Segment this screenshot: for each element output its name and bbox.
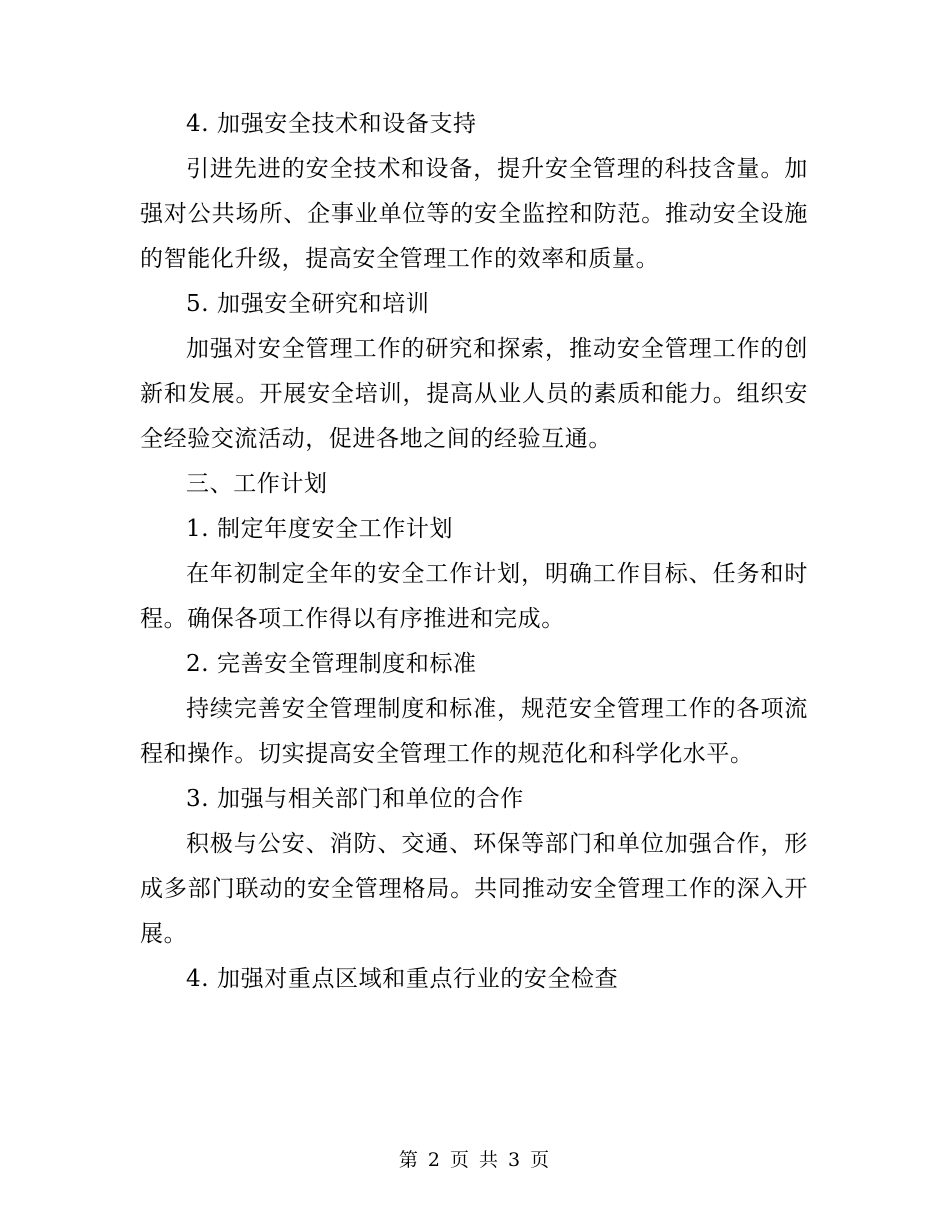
section-heading-cooperation: 3. 加强与相关部门和单位的合作: [186, 786, 524, 812]
chapter-heading-work-plan: 三、工作计划: [186, 471, 328, 497]
page-number-footer: 第 2 页 共 3 页: [398, 1149, 552, 1171]
paragraph-tech-support: 引进先进的安全技术和设备，提升安全管理的科技含量。加强对公共场所、企事业单位等的安全监控和防范。推动安全设施的智能化升级，提高安全管理工作的效率和质量。: [140, 156, 808, 272]
section-heading-research-training: 5. 加强安全研究和培训: [186, 291, 430, 317]
section-heading-tech-support: 4. 加强安全技术和设备支持: [186, 111, 477, 137]
section-heading-inspection: 4. 加强对重点区域和重点行业的安全检查: [186, 966, 619, 992]
document-body: [140, 102, 808, 1002]
paragraph-annual-plan: 在年初制定全年的安全工作计划，明确工作目标、任务和时程。确保各项工作得以有序推进和完成。: [140, 561, 808, 632]
paragraph-cooperation: 积极与公安、消防、交通、环保等部门和单位加强合作，形成多部门联动的安全管理格局。共同推动安全管理工作的深入开展。: [140, 831, 808, 947]
section-heading-standards: 2. 完善安全管理制度和标准: [186, 651, 477, 677]
paragraph-standards: 持续完善安全管理制度和标准，规范安全管理工作的各项流程和操作。切实提高安全管理工作的规范化和科学化水平。: [140, 696, 808, 767]
section-heading-annual-plan: 1. 制定年度安全工作计划: [186, 516, 454, 542]
paragraph-research-training: 加强对安全管理工作的研究和探索，推动安全管理工作的创新和发展。开展安全培训，提高从业人员的素质和能力。组织安全经验交流活动，促进各地之间的经验互通。: [140, 336, 808, 452]
